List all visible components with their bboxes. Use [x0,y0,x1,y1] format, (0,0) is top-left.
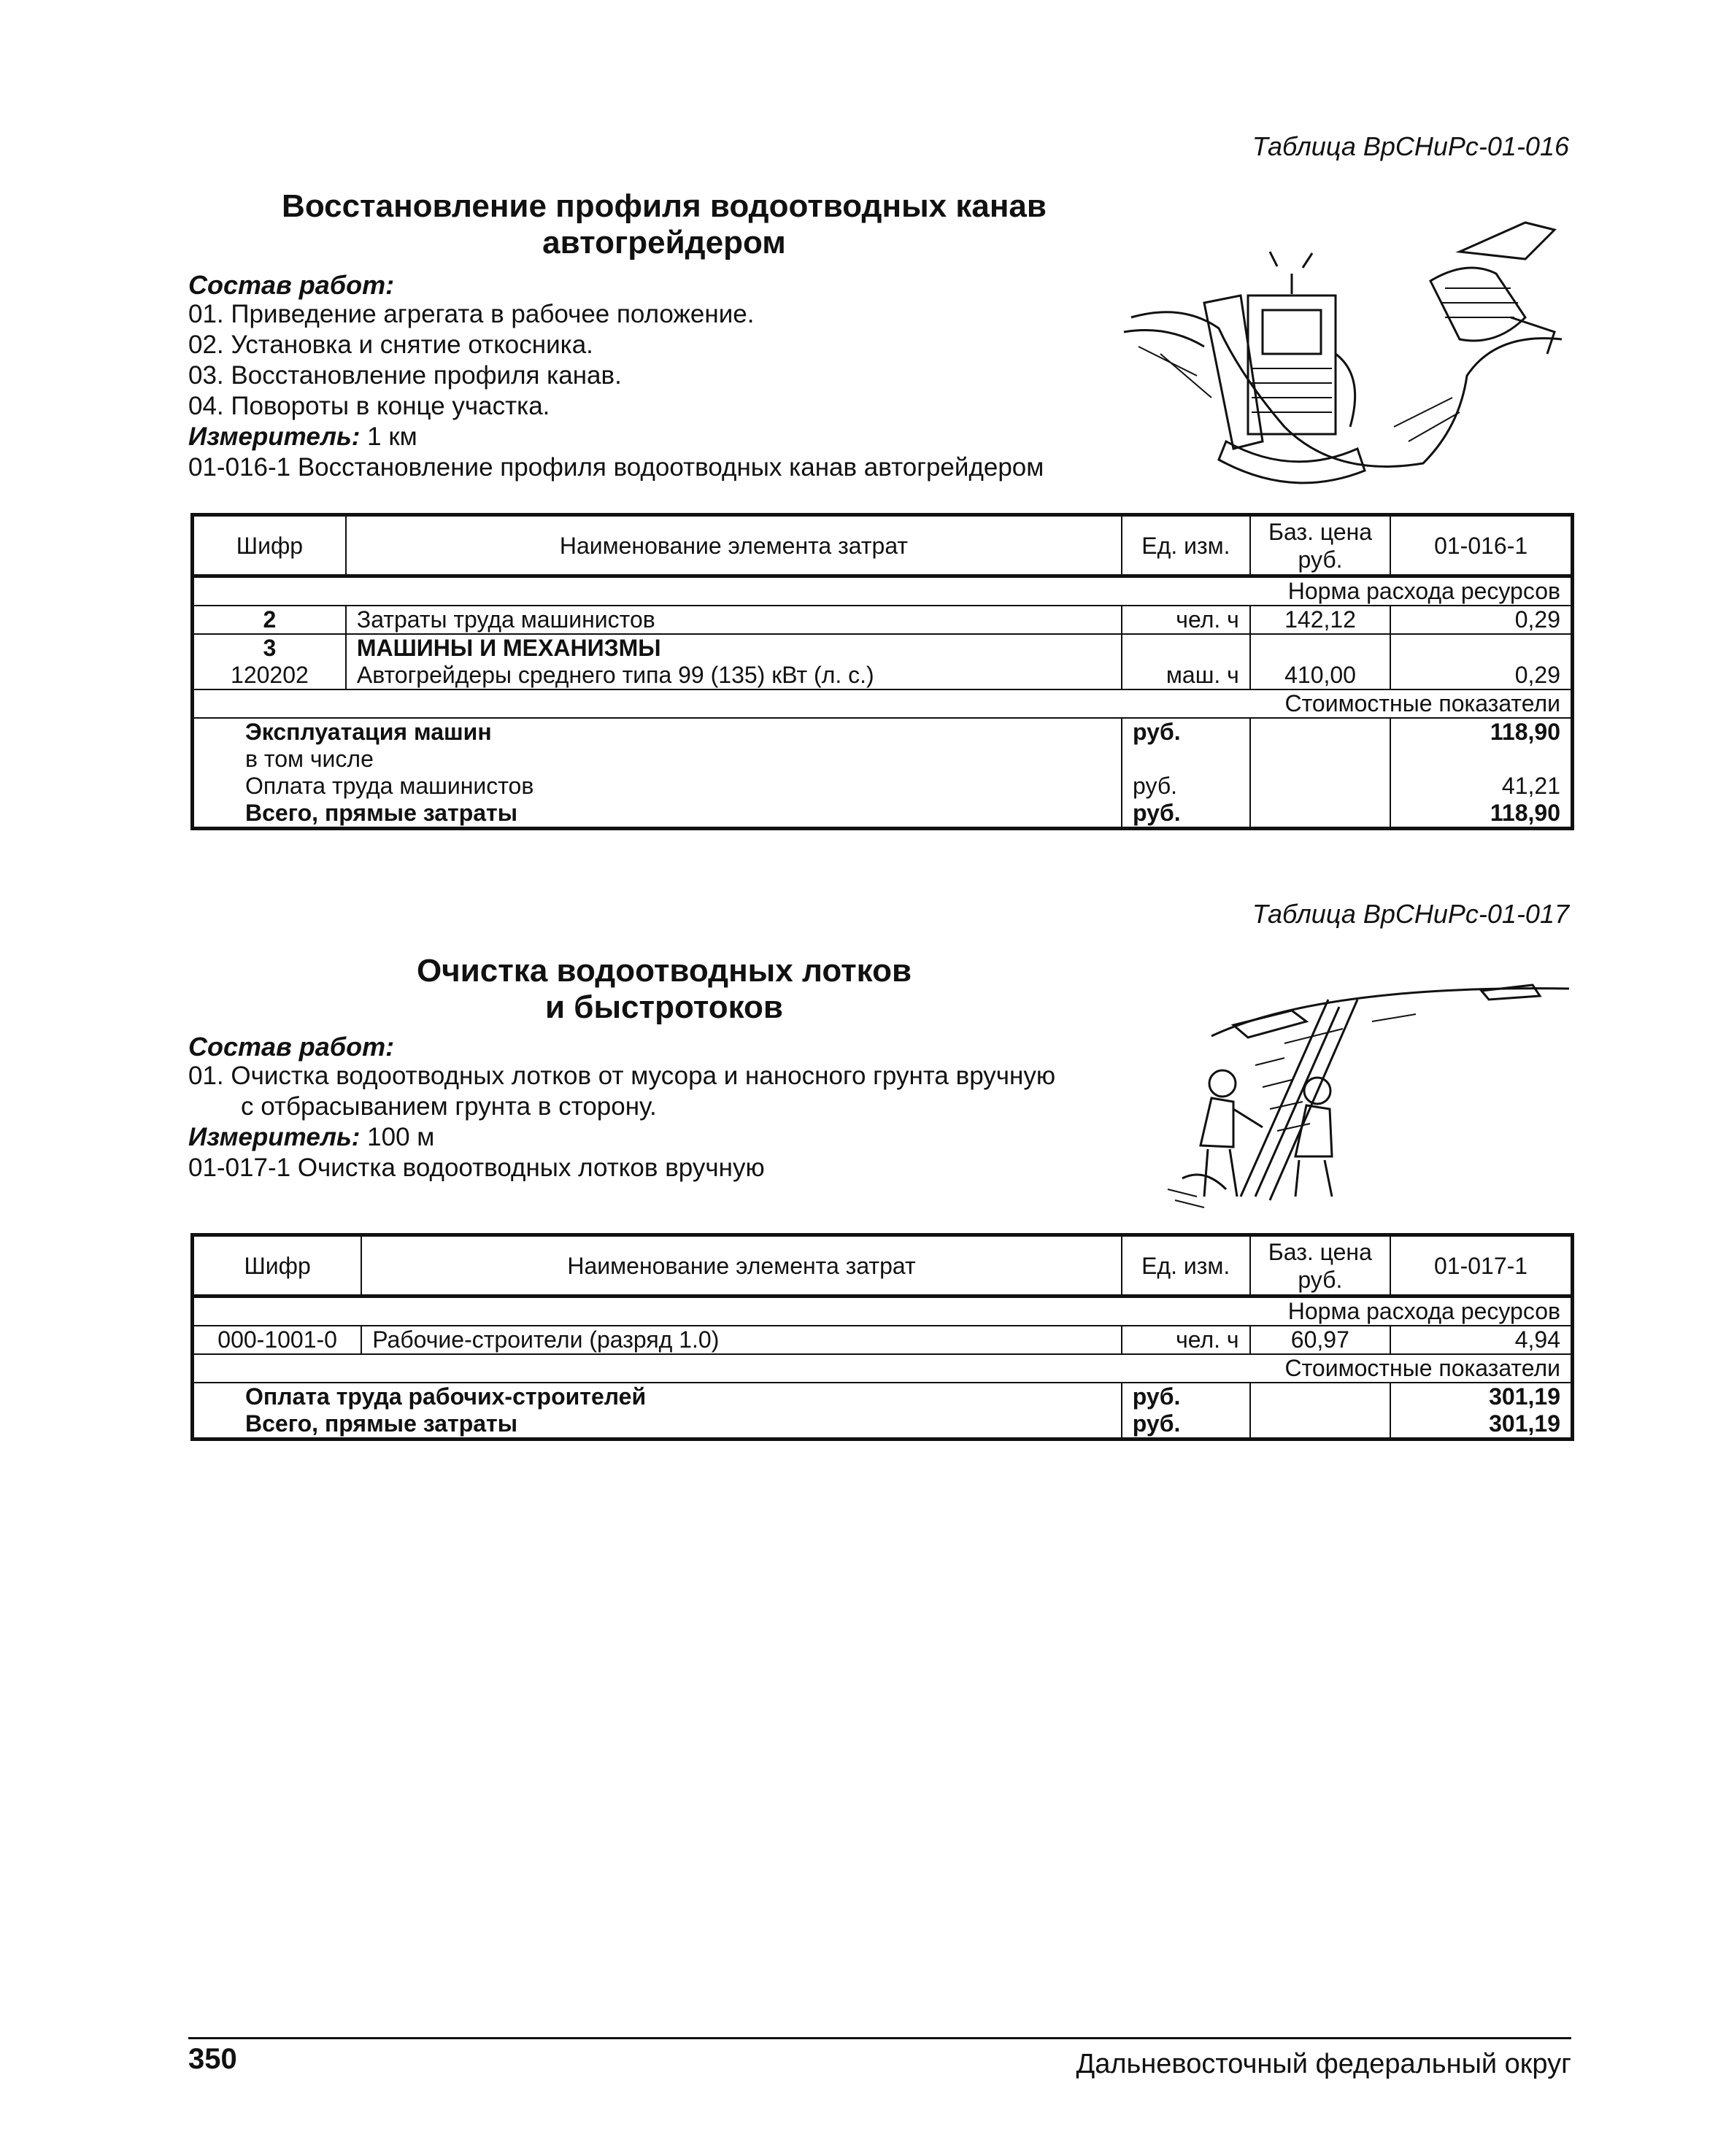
cell-unit: руб. [1122,1383,1250,1410]
section-title-line1: Восстановление профиля водоотводных канав [282,188,1047,224]
table-row [193,1410,1573,1440]
work-steps-list [188,1061,1055,1183]
table-label-016: Таблица ВрСНиРс-01-016 [1252,131,1569,161]
cell-value: 0,29 [1390,606,1572,634]
work-composition-heading: Состав работ: [188,270,395,300]
section-title-line2: и быстротоков [545,989,783,1025]
work-step: 01. Очистка водоотводных лотков от мусора и наносного грунта вручную [188,1062,1056,1090]
band-resource-norms: Норма расхода ресурсов [193,1297,1573,1326]
workers-cleaning-chute-illustration [1139,956,1576,1218]
table-row [193,746,1573,773]
cell-value: 41,21 [1390,773,1572,800]
header-price: Баз. цена руб. [1250,1235,1390,1297]
cell-name: Оплата труда машинистов [193,773,1122,800]
band-cost-indicators: Стоимостные показатели [193,689,1573,718]
cell-value: 4,94 [1390,1326,1572,1354]
cell-code: 2 [193,606,346,634]
table-row [193,662,1573,689]
header-name: Наименование элемента затрат [361,1235,1122,1297]
measure-label: Измеритель: [188,1123,361,1151]
cell-value: 301,19 [1390,1410,1572,1440]
cell-value: 118,90 [1390,800,1572,829]
work-step: 03. Восстановление профиля канав. [188,361,622,390]
section-title-line1: Очистка водоотводных лотков [416,953,912,989]
cell-value: 118,90 [1390,718,1572,746]
cell-code: 000-1001-0 [193,1326,362,1354]
header-name: Наименование элемента затрат [346,515,1122,576]
header-unit: Ед. изм. [1122,515,1250,576]
work-step-continuation: с отбрасыванием грунта в сторону. [241,1092,657,1121]
section-title-017 [299,953,1029,1026]
table-row [193,718,1573,746]
header-item-code: 01-017-1 [1390,1235,1572,1297]
cell-unit: руб. [1122,718,1250,746]
measure-value: 100 м [360,1123,435,1151]
cell-name: Рабочие-строители (разряд 1.0) [361,1326,1122,1354]
cell-unit: руб. [1122,1410,1250,1440]
cell-price: 410,00 [1250,662,1390,689]
cell-value: 0,29 [1390,662,1572,689]
footer-region: Дальневосточный федеральный округ [1076,2049,1571,2079]
footer-rule [188,2037,1571,2039]
cell-price: 60,97 [1250,1326,1390,1354]
item-code-line: 01-017-1 Очистка водоотводных лотков вручную [188,1154,765,1182]
work-step: 04. Повороты в конце участка. [188,392,550,420]
table-row [193,634,1573,662]
cell-unit: руб. [1122,773,1250,800]
table-row [193,773,1573,800]
measure-value: 1 км [360,422,417,451]
header-unit: Ед. изм. [1122,1235,1250,1297]
header-price: Баз. цена руб. [1250,515,1390,576]
section-title-016 [190,188,1139,261]
cell-name: МАШИНЫ И МЕХАНИЗМЫ [346,634,1122,662]
motor-grader-illustration [1117,208,1569,489]
cell-unit: маш. ч [1122,662,1250,689]
header-code: Шифр [193,515,346,576]
table-row [193,606,1573,634]
cell-code: 3 [193,634,346,662]
table-row [193,1383,1573,1410]
table-label-017: Таблица ВрСНиРс-01-017 [1252,899,1569,929]
measure-line [188,422,1044,452]
band-cost-indicators: Стоимостные показатели [193,1354,1573,1383]
cell-name: в том числе [193,746,1122,773]
work-step: 02. Установка и снятие откосника. [188,331,593,359]
band-resource-norms: Норма расхода ресурсов [193,576,1573,606]
cell-name: Всего, прямые затраты [193,800,1122,829]
work-steps-list [188,299,1044,483]
cell-name: Затраты труда машинистов [346,606,1122,634]
item-code-line: 01-016-1 Восстановление профиля водоотводных канав автогрейдером [188,453,1044,482]
cell-unit: руб. [1122,800,1250,829]
page-number: 350 [188,2043,237,2075]
norms-table-016 [190,513,1574,830]
cell-unit: чел. ч [1122,1326,1250,1354]
cell-name: Всего, прямые затраты [193,1410,1122,1440]
table-row [193,800,1573,829]
header-code: Шифр [193,1235,362,1297]
cell-code: 120202 [193,662,346,689]
cell-name: Эксплуатация машин [193,718,1122,746]
cell-unit: чел. ч [1122,606,1250,634]
norms-table-017 [190,1233,1574,1441]
cell-price: 142,12 [1250,606,1390,634]
header-item-code: 01-016-1 [1390,515,1572,576]
measure-line [188,1122,1055,1153]
cell-value: 301,19 [1390,1383,1572,1410]
cell-name: Автогрейдеры среднего типа 99 (135) кВт (л. с.) [346,662,1122,689]
work-step: 01. Приведение агрегата в рабочее положение. [188,300,755,328]
work-composition-heading: Состав работ: [188,1032,395,1062]
table-row [193,1326,1573,1354]
measure-label: Измеритель: [188,422,361,451]
cell-name: Оплата труда рабочих-строителей [193,1383,1122,1410]
section-title-line2: автогрейдером [542,225,786,260]
